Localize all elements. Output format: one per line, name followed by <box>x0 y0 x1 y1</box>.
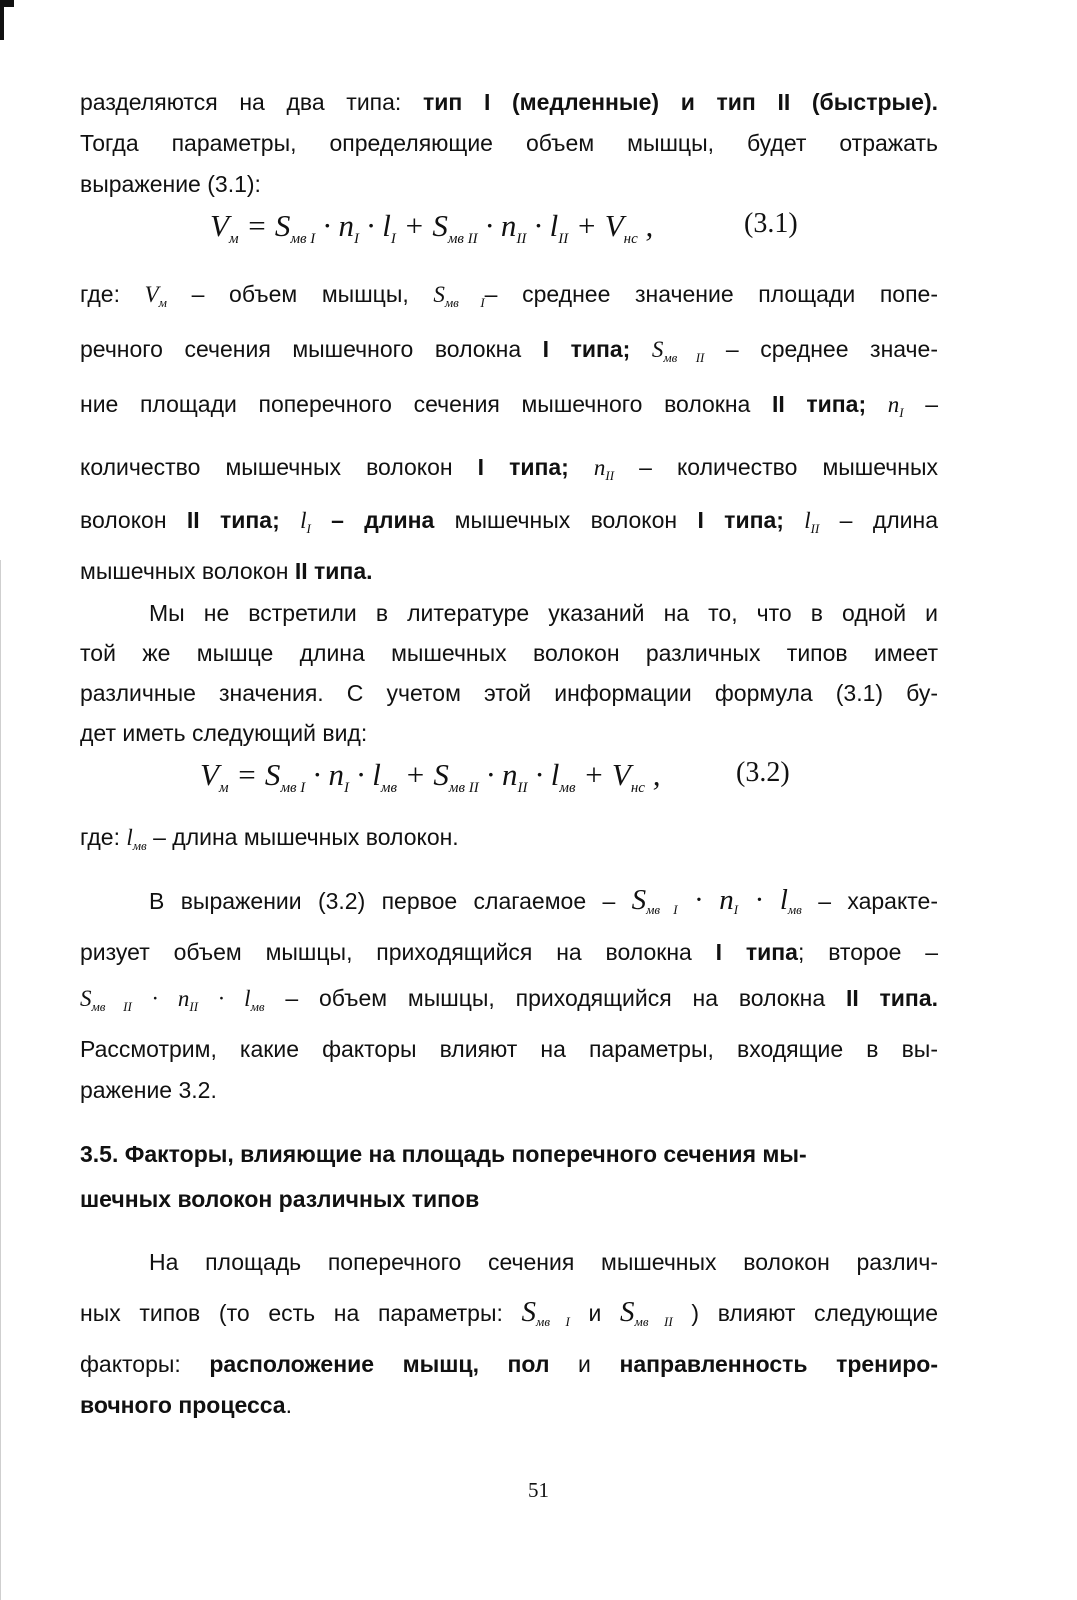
text-line: дет иметь следующий вид: <box>80 720 368 746</box>
text-line: где: $V_м$ – объем мышцы, $S_{мв I}-$ среднее значение площади попе- <box>80 281 938 310</box>
page-number: 51 <box>528 1478 549 1502</box>
section-heading <box>80 1132 938 1222</box>
text-line: речного сечения мышечного волокна I типа; $S_{мв II}$ – среднее значе- <box>80 336 938 365</box>
text-line: разделяются на два типа: тип I (медленные) и тип II (быстрые). <box>80 89 938 115</box>
scan-corner-mark <box>0 0 14 40</box>
equation-3-2 <box>80 751 938 803</box>
formula: $V_м = S_{мв I} \cdot n_I \cdot l_{мв} + S_{мв II} \cdot n_{II} \cdot l_{мв} + V_{нс}$ , <box>200 757 661 796</box>
equation-number: (3.2) <box>736 757 790 788</box>
text-line: той же мышце длина мышечных волокон различных типов имеет <box>80 640 938 666</box>
equation-number: (3.1) <box>744 208 798 239</box>
text-line: различные значения. С учетом этой информации формула (3.1) бу- <box>80 680 938 706</box>
text-line: мышечных волокон II типа. <box>80 558 373 584</box>
text-line: $S_{мв II} \cdot n_{II} \cdot l_{мв}$ – объем мышцы, приходящийся на волокна II типа. <box>80 985 939 1014</box>
text-line: Тогда параметры, определяющие объем мышцы, будет отражать <box>80 130 938 156</box>
text-line: где: $l_{мв}$ – длина мышечных волокон. <box>80 824 459 853</box>
equation-3-1 <box>80 202 938 254</box>
text-line: вочного процесса. <box>80 1392 292 1418</box>
scan-edge-line <box>0 560 1 1600</box>
text-line: выражение (3.1): <box>80 171 261 197</box>
text-line: ризует объем мышцы, приходящийся на волокна I типа; второе – <box>80 939 938 965</box>
text-line: Рассмотрим, какие факторы влияют на параметры, входящие в вы- <box>80 1036 938 1062</box>
text-line: волокон II типа; $l_I$ – длина мышечных волокон I типа; $l_{II}$ – длина <box>80 507 939 536</box>
text-line: количество мышечных волокон I типа; $n_{II}$ – количество мышечных <box>80 454 938 483</box>
document-page <box>80 86 938 1421</box>
text-line: В выражении (3.2) первое слагаемое – $S_{мв I} \cdot n_I \cdot l_{мв}$ – характе- <box>149 884 939 917</box>
text-line: факторы: расположение мышц, пол и направленность трениро- <box>80 1351 938 1377</box>
heading-line: 3.5. Факторы, влияющие на площадь поперечного сечения мы- <box>80 1141 807 1167</box>
formula: $V_м = S_{мв I} \cdot n_I \cdot l_I + S_{мв II} \cdot n_{II} \cdot l_{II} + V_{нс}$ , <box>210 208 654 247</box>
heading-line: шечных волокон различных типов <box>80 1186 480 1212</box>
text-line: ных типов (то есть на параметры: $S_{мв I}$ и $S_{мв II}$ ) влияют следующие <box>80 1296 938 1329</box>
text-line: На площадь поперечного сечения мышечных волокон различ- <box>149 1249 938 1275</box>
text-line: ние площади поперечного сечения мышечного волокна II типа; $n_I$ – <box>80 391 939 420</box>
text-line: Мы не встретили в литературе указаний на то, что в одной и <box>149 600 938 626</box>
text-line: ражение 3.2. <box>80 1077 217 1103</box>
